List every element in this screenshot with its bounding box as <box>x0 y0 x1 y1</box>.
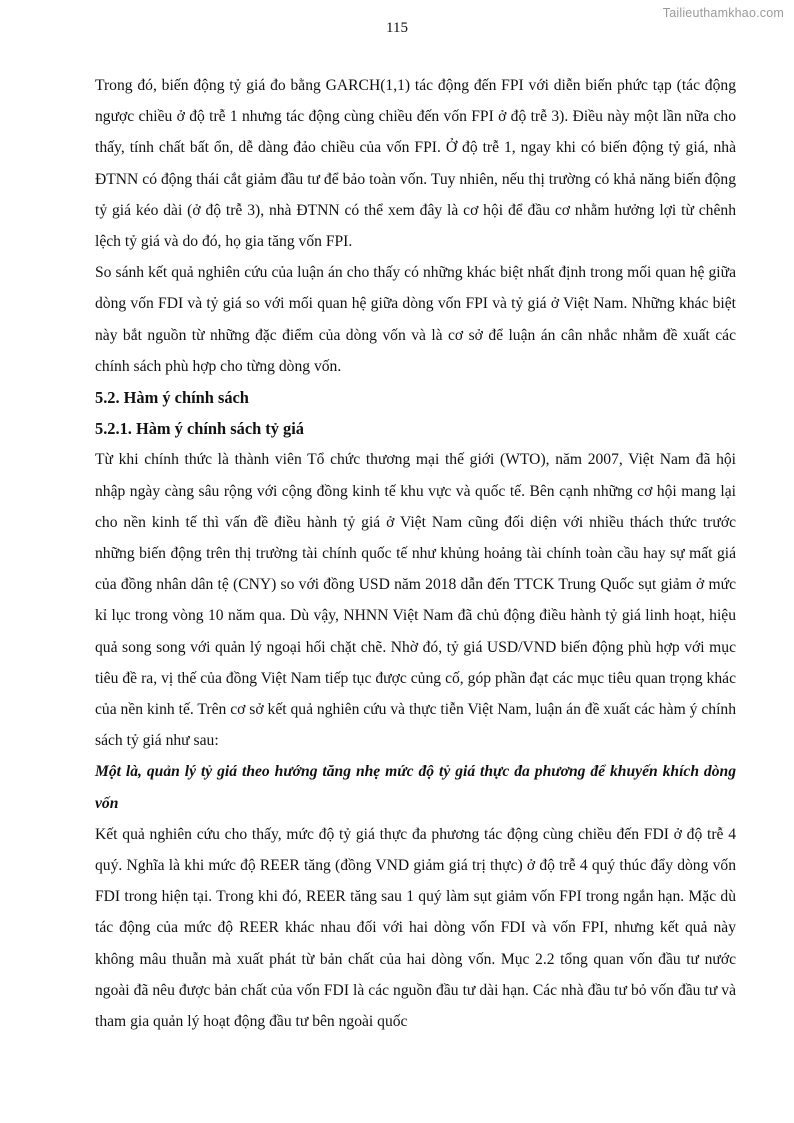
paragraph: So sánh kết quả nghiên cứu của luận án cho thấy có những khác biệt nhất định trong mối quan hệ giữa dòng vốn FDI và tỷ giá so với mối quan hệ giữa dòng vốn FPI và tỷ giá ở Việt Nam. Những khác biệt này bắt nguồn từ những đặc điểm của dòng vốn và là cơ sở để luận án cân nhắc nhằm đề xuất các chính sách phù hợp cho từng dòng vốn. <box>95 264 736 375</box>
paragraph: Từ khi chính thức là thành viên Tổ chức thương mại thế giới (WTO), năm 2007, Việt Nam đã hội nhập ngày càng sâu rộng với cộng đồng kinh tế khu vực và quốc tế. Bên cạnh những cơ hội mang lại cho nền kinh tế thì vấn đề điều hành tỷ giá ở Việt Nam cũng đối diện với nhiều thách thức trước những biến động trên thị trường tài chính quốc tế như khủng hoảng tài chính toàn cầu hay sự mất giá của đồng nhân dân tệ (CNY) so với đồng USD năm 2018 dẫn đến TTCK Trung Quốc sụt giảm ở mức kỉ lục trong vòng 10 năm qua. Dù vậy, NHNN Việt Nam đã chủ động điều hành tỷ giá linh hoạt, hiệu quả song song với quản lý ngoại hối chặt chẽ. Nhờ đó, tỷ giá USD/VND biến động phù hợp với mục tiêu đề ra, vị thế của đồng Việt Nam tiếp tục được củng cố, góp phần đạt các mục tiêu quan trọng khác của nền kinh tế. Trên cơ sở kết quả nghiên cứu và thực tiễn Việt Nam, luận án đề xuất các hàm ý chính sách tỷ giá như sau: <box>95 451 736 750</box>
paragraph: Kết quả nghiên cứu cho thấy, mức độ tỷ giá thực đa phương tác động cùng chiều đến FDI ở độ trễ 4 quý. Nghĩa là khi mức độ REER tăng (đồng VND giảm giá trị thực) ở độ trễ 4 quý thúc đẩy dòng vốn FDI trong hiện tại. Trong khi đó, REER tăng sau 1 quý làm sụt giảm vốn FPI trong ngắn hạn. Mặc dù tác động của mức độ REER khác nhau đối với hai dòng vốn FDI và vốn FPI, nhưng kết quả này không mâu thuẫn mà xuất phát từ bản chất của hai dòng vốn. Mục 2.2 tổng quan vốn đầu tư nước ngoài đã nêu được bản chất của vốn FDI là các nguồn đầu tư dài hạn. Các nhà đầu tư bỏ vốn đầu tư và tham gia quản lý hoạt động đầu tư bên ngoài quốc <box>95 825 736 1031</box>
paragraph: Trong đó, biến động tỷ giá đo bằng GARCH(1,1) tác động đến FPI với diễn biến phức tạp (tác động ngược chiều ở độ trễ 1 nhưng tác động cùng chiều đến vốn FPI ở độ trễ 3). Điều này một lần nữa cho thấy, tính chất bất ổn, dễ dàng đảo chiều của vốn FPI. Ở độ trễ 1, ngay khi có biến động tỷ giá, nhà ĐTNN có động thái cắt giảm đầu tư để bảo toàn vốn. Tuy nhiên, nếu thị trường có khả năng biến động tỷ giá kéo dài (ở độ trễ 3), nhà ĐTNN có thể xem đây là cơ hội để đầu cơ nhằm hưởng lợi từ chênh lệch tỷ giá và do đó, họ gia tăng vốn FPI. <box>95 77 736 251</box>
document-body <box>95 70 736 1037</box>
watermark: Tailieuthamkhao.com <box>662 6 784 20</box>
policy-item-heading: Một là, quản lý tỷ giá theo hướng tăng nhẹ mức độ tỷ giá thực đa phương để khuyến khích dòng vốn <box>95 763 736 812</box>
page-number: 115 <box>386 20 408 36</box>
section-heading: 5.2. Hàm ý chính sách <box>95 388 249 408</box>
subsection-heading: 5.2.1. Hàm ý chính sách tỷ giá <box>95 419 304 439</box>
